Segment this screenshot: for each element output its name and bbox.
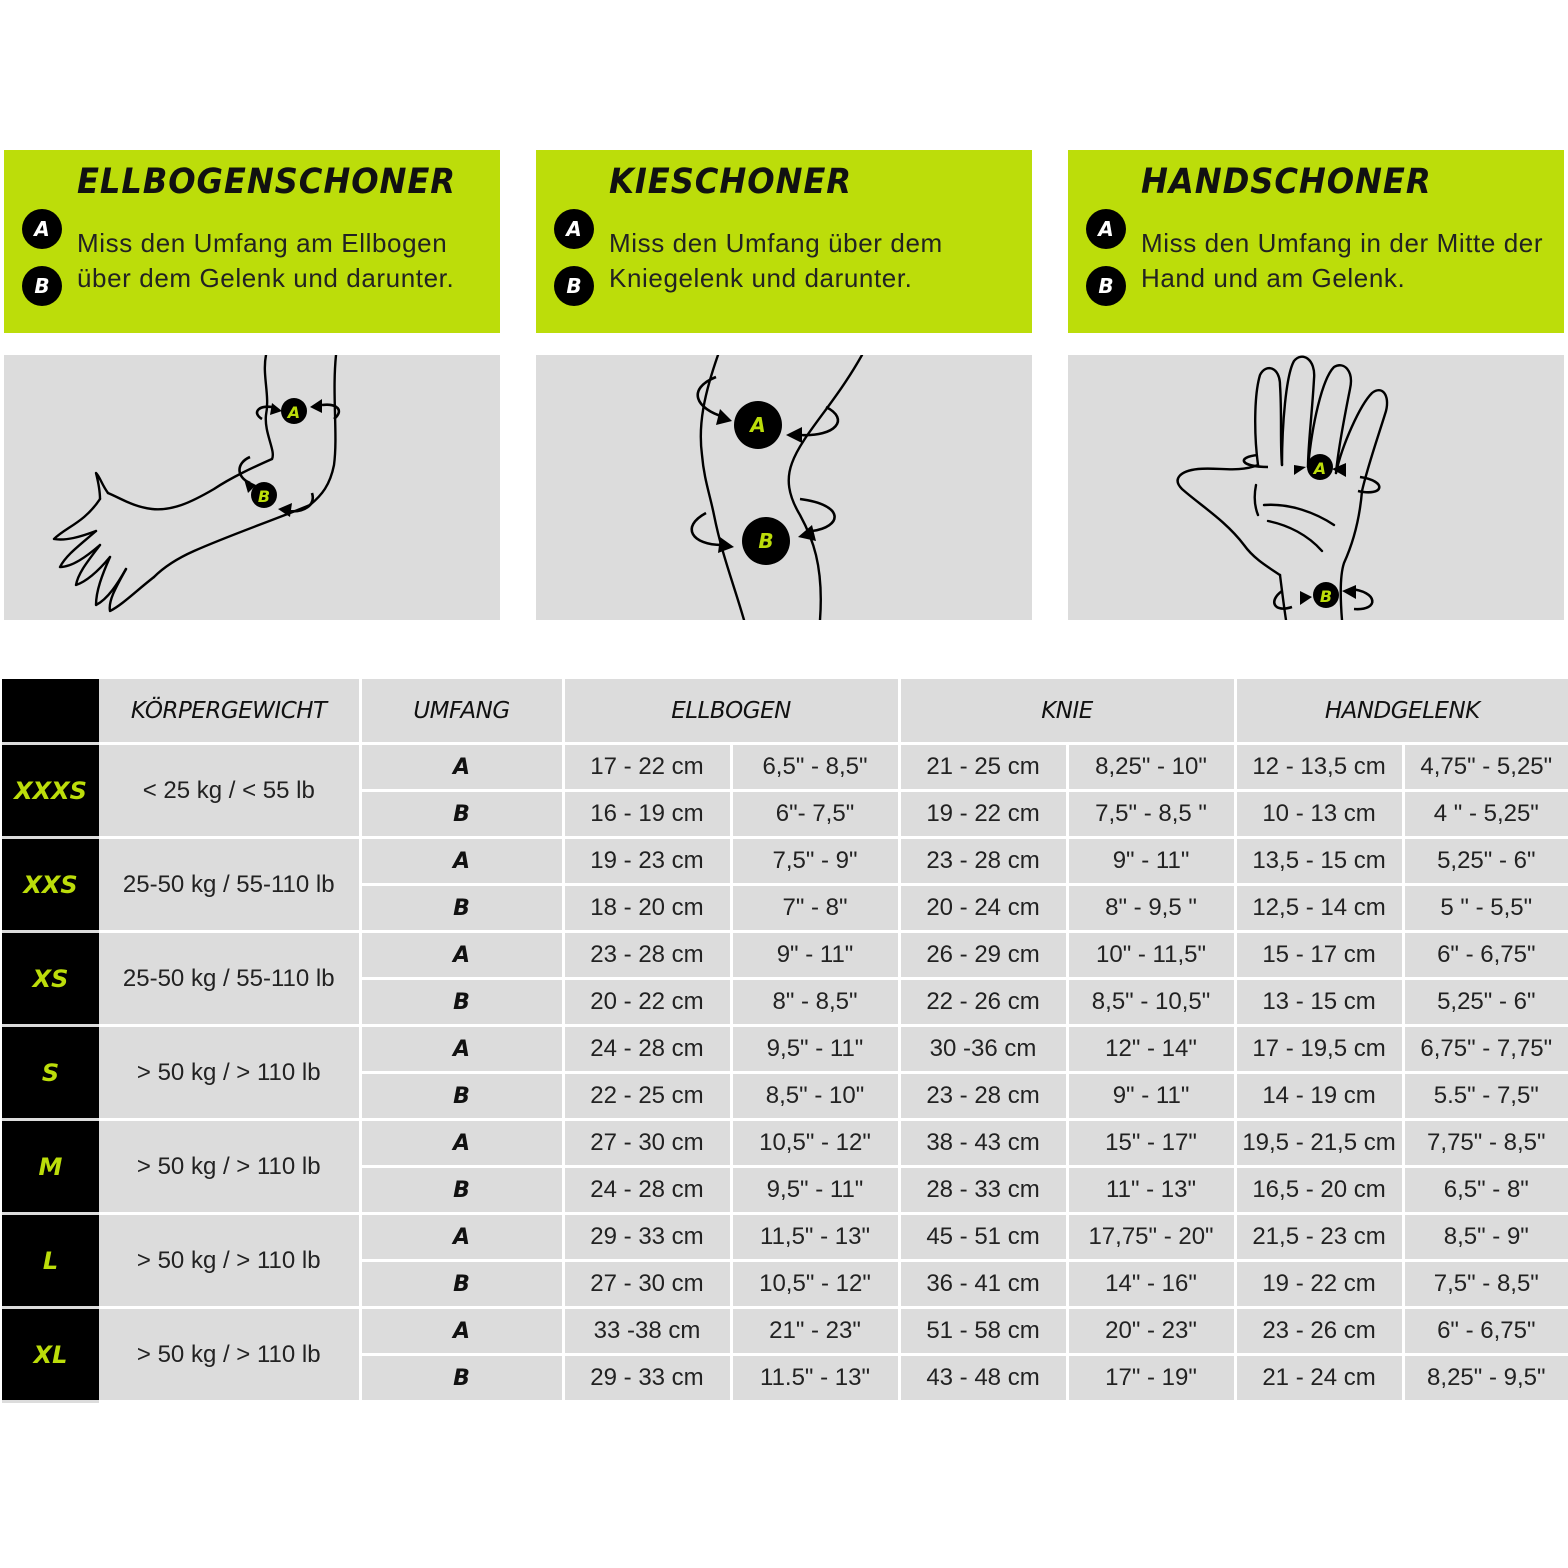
measurement-cell: 18 - 20 cm (563, 885, 731, 932)
badge-a-icon: A (22, 209, 62, 249)
measurement-cell: 33 -38 cm (563, 1308, 731, 1355)
measurement-cell: 17,75" - 20" (1067, 1214, 1235, 1261)
measurement-cell: 4 " - 5,25" (1403, 791, 1568, 838)
measurement-cell: 12,5 - 14 cm (1235, 885, 1403, 932)
table-row (2, 1214, 1568, 1261)
panel-instructions (77, 226, 454, 296)
measurement-cell: 4,75" - 5,25" (1403, 744, 1568, 791)
instruction-line: Miss den Umfang am Ellbogen (77, 228, 448, 258)
measurement-cell: 5,25" - 6" (1403, 838, 1568, 885)
measurement-cell: 23 - 26 cm (1235, 1308, 1403, 1355)
marker-b-label: B (257, 487, 271, 506)
marker-a-label: A (1313, 459, 1327, 478)
circumference-marker: B (360, 1261, 563, 1308)
measurement-cell: 14" - 16" (1067, 1261, 1235, 1308)
measurement-cell: 27 - 30 cm (563, 1120, 731, 1167)
circumference-marker: A (360, 1026, 563, 1073)
size-label: XXS (2, 838, 99, 932)
measurement-cell: 43 - 48 cm (899, 1355, 1067, 1402)
size-table (2, 679, 1568, 1403)
measurement-cell: 23 - 28 cm (899, 1073, 1067, 1120)
badge-b-icon: B (554, 266, 594, 306)
measurement-cell: 7,5" - 8,5 " (1067, 791, 1235, 838)
measurement-cell: 9,5" - 11" (731, 1167, 899, 1214)
badge-a-icon: A (1086, 209, 1126, 249)
measurement-cell: 24 - 28 cm (563, 1026, 731, 1073)
circumference-marker: B (360, 791, 563, 838)
measurement-cell: 5.5" - 7,5" (1403, 1073, 1568, 1120)
measurement-cell: 8,5" - 9" (1403, 1214, 1568, 1261)
measurement-cell: 30 -36 cm (899, 1026, 1067, 1073)
measurement-cell: 9" - 11" (1067, 838, 1235, 885)
table-row (2, 932, 1568, 979)
measurement-cell: 24 - 28 cm (563, 1167, 731, 1214)
measurement-cell: 12 - 13,5 cm (1235, 744, 1403, 791)
measurement-cell: 10,5" - 12" (731, 1261, 899, 1308)
measurement-cell: 6"- 7,5" (731, 791, 899, 838)
measurement-cell: 8,25" - 9,5" (1403, 1355, 1568, 1402)
circumference-marker: A (360, 744, 563, 791)
weight-cell: > 50 kg / > 110 lb (99, 1214, 360, 1308)
measurement-cell: 17 - 19,5 cm (1235, 1026, 1403, 1073)
weight-cell: > 50 kg / > 110 lb (99, 1120, 360, 1214)
measurement-cell: 17" - 19" (1067, 1355, 1235, 1402)
table-row (2, 1026, 1568, 1073)
measurement-cell: 10" - 11,5" (1067, 932, 1235, 979)
header-knee: KNIE (899, 679, 1235, 744)
header-circumference: UMFANG (360, 679, 563, 744)
header-wrist: HANDGELENK (1235, 679, 1568, 744)
instruction-line: Miss den Umfang über dem (609, 228, 943, 258)
panel-knee (536, 150, 1032, 333)
header-elbow: ELLBOGEN (563, 679, 899, 744)
table-row (2, 1120, 1568, 1167)
table-row (2, 744, 1568, 791)
measurement-cell: 20 - 22 cm (563, 979, 731, 1026)
panel-wrist (1068, 150, 1564, 333)
circumference-marker: A (360, 932, 563, 979)
measurement-cell: 21 - 25 cm (899, 744, 1067, 791)
measurement-cell: 20 - 24 cm (899, 885, 1067, 932)
measurement-cell: 19 - 23 cm (563, 838, 731, 885)
badge-a-icon: A (554, 209, 594, 249)
measurement-cell: 29 - 33 cm (563, 1355, 731, 1402)
measurement-cell: 15" - 17" (1067, 1120, 1235, 1167)
panel-elbow (4, 150, 500, 333)
measurement-cell: 51 - 58 cm (899, 1308, 1067, 1355)
measurement-cell: 8" - 9,5 " (1067, 885, 1235, 932)
measurement-cell: 8" - 8,5" (731, 979, 899, 1026)
measurement-cell: 29 - 33 cm (563, 1214, 731, 1261)
measurement-cell: 11" - 13" (1067, 1167, 1235, 1214)
table-header-row (2, 679, 1568, 744)
circumference-marker: B (360, 1167, 563, 1214)
measurement-cell: 20" - 23" (1067, 1308, 1235, 1355)
size-label: XL (2, 1308, 99, 1402)
measurement-cell: 10 - 13 cm (1235, 791, 1403, 838)
measurement-cell: 9" - 11" (731, 932, 899, 979)
circumference-marker: B (360, 885, 563, 932)
measurement-cell: 22 - 26 cm (899, 979, 1067, 1026)
header-corner (2, 679, 99, 744)
measurement-cell: 12" - 14" (1067, 1026, 1235, 1073)
measurement-cell: 28 - 33 cm (899, 1167, 1067, 1214)
measurement-cell: 5,25" - 6" (1403, 979, 1568, 1026)
size-label: XS (2, 932, 99, 1026)
measurement-cell: 19,5 - 21,5 cm (1235, 1120, 1403, 1167)
measurement-cell: 23 - 28 cm (563, 932, 731, 979)
measurement-cell: 7" - 8" (731, 885, 899, 932)
measurement-cell: 6" - 6,75" (1403, 1308, 1568, 1355)
circumference-marker: A (360, 1120, 563, 1167)
measurement-cell: 22 - 25 cm (563, 1073, 731, 1120)
weight-cell: 25-50 kg / 55-110 lb (99, 838, 360, 932)
measurement-cell: 8,5" - 10" (731, 1073, 899, 1120)
instruction-line: Miss den Umfang in der Mitte der (1141, 228, 1544, 258)
panel-title: ELLBOGENSCHONER (77, 162, 457, 202)
weight-cell: 25-50 kg / 55-110 lb (99, 932, 360, 1026)
table-body (2, 744, 1568, 1402)
measurement-cell: 6" - 6,75" (1403, 932, 1568, 979)
measurement-cell: 11,5" - 13" (731, 1214, 899, 1261)
hand-outline-icon (1068, 355, 1564, 620)
panel-title: HANDSCHONER (1141, 162, 1432, 202)
measurement-cell: 14 - 19 cm (1235, 1073, 1403, 1120)
circumference-marker: B (360, 1355, 563, 1402)
size-label: S (2, 1026, 99, 1120)
measurement-cell: 38 - 43 cm (899, 1120, 1067, 1167)
knee-illustration (536, 355, 1032, 620)
measurement-cell: 27 - 30 cm (563, 1261, 731, 1308)
weight-cell: > 50 kg / > 110 lb (99, 1026, 360, 1120)
marker-b-label: B (758, 529, 774, 553)
circumference-marker: B (360, 979, 563, 1026)
marker-a-label: A (287, 403, 301, 422)
measurement-cell: 7,75" - 8,5" (1403, 1120, 1568, 1167)
measurement-cell: 19 - 22 cm (1235, 1261, 1403, 1308)
measurement-cell: 8,5" - 10,5" (1067, 979, 1235, 1026)
instruction-line: über dem Gelenk und darunter. (77, 263, 455, 293)
badge-b-icon: B (1086, 266, 1126, 306)
measurement-cell: 16 - 19 cm (563, 791, 731, 838)
marker-b-label: B (1319, 587, 1333, 606)
circumference-marker: B (360, 1073, 563, 1120)
panel-title: KIESCHONER (609, 162, 853, 202)
instruction-line: Hand und am Gelenk. (1141, 263, 1406, 293)
measurement-cell: 21,5 - 23 cm (1235, 1214, 1403, 1261)
circumference-marker: A (360, 838, 563, 885)
weight-cell: > 50 kg / > 110 lb (99, 1308, 360, 1402)
measurement-cell: 8,25" - 10" (1067, 744, 1235, 791)
measurement-cell: 5 " - 5,5" (1403, 885, 1568, 932)
table-row (2, 838, 1568, 885)
measurement-cell: 13,5 - 15 cm (1235, 838, 1403, 885)
panel-instructions (1141, 226, 1543, 296)
measurement-cell: 23 - 28 cm (899, 838, 1067, 885)
measurement-cell: 16,5 - 20 cm (1235, 1167, 1403, 1214)
measurement-cell: 17 - 22 cm (563, 744, 731, 791)
elbow-illustration (4, 355, 500, 620)
measurement-cell: 45 - 51 cm (899, 1214, 1067, 1261)
measurement-cell: 13 - 15 cm (1235, 979, 1403, 1026)
size-label: M (2, 1120, 99, 1214)
size-label: XXXS (2, 744, 99, 838)
measurement-cell: 26 - 29 cm (899, 932, 1067, 979)
circumference-marker: A (360, 1308, 563, 1355)
measurement-cell: 7,5" - 8,5" (1403, 1261, 1568, 1308)
measurement-cell: 11.5" - 13" (731, 1355, 899, 1402)
measurement-cell: 6,5" - 8" (1403, 1167, 1568, 1214)
circumference-marker: A (360, 1214, 563, 1261)
measurement-cell: 10,5" - 12" (731, 1120, 899, 1167)
weight-cell: < 25 kg / < 55 lb (99, 744, 360, 838)
badge-b-icon: B (22, 266, 62, 306)
leg-outline-icon (536, 355, 1032, 620)
measurement-cell: 9" - 11" (1067, 1073, 1235, 1120)
measurement-cell: 21" - 23" (731, 1308, 899, 1355)
measurement-cell: 15 - 17 cm (1235, 932, 1403, 979)
arm-outline-icon (4, 355, 500, 620)
panel-instructions (609, 226, 943, 296)
measurement-cell: 21 - 24 cm (1235, 1355, 1403, 1402)
size-label: L (2, 1214, 99, 1308)
measurement-cell: 6,75" - 7,75" (1403, 1026, 1568, 1073)
measurement-cell: 19 - 22 cm (899, 791, 1067, 838)
wrist-illustration (1068, 355, 1564, 620)
instruction-line: Kniegelenk und darunter. (609, 263, 913, 293)
table-row (2, 1308, 1568, 1355)
header-weight: KÖRPERGEWICHT (99, 679, 360, 744)
marker-a-label: A (750, 413, 766, 437)
measurement-cell: 6,5" - 8,5" (731, 744, 899, 791)
measurement-cell: 36 - 41 cm (899, 1261, 1067, 1308)
measurement-cell: 9,5" - 11" (731, 1026, 899, 1073)
measurement-cell: 7,5" - 9" (731, 838, 899, 885)
